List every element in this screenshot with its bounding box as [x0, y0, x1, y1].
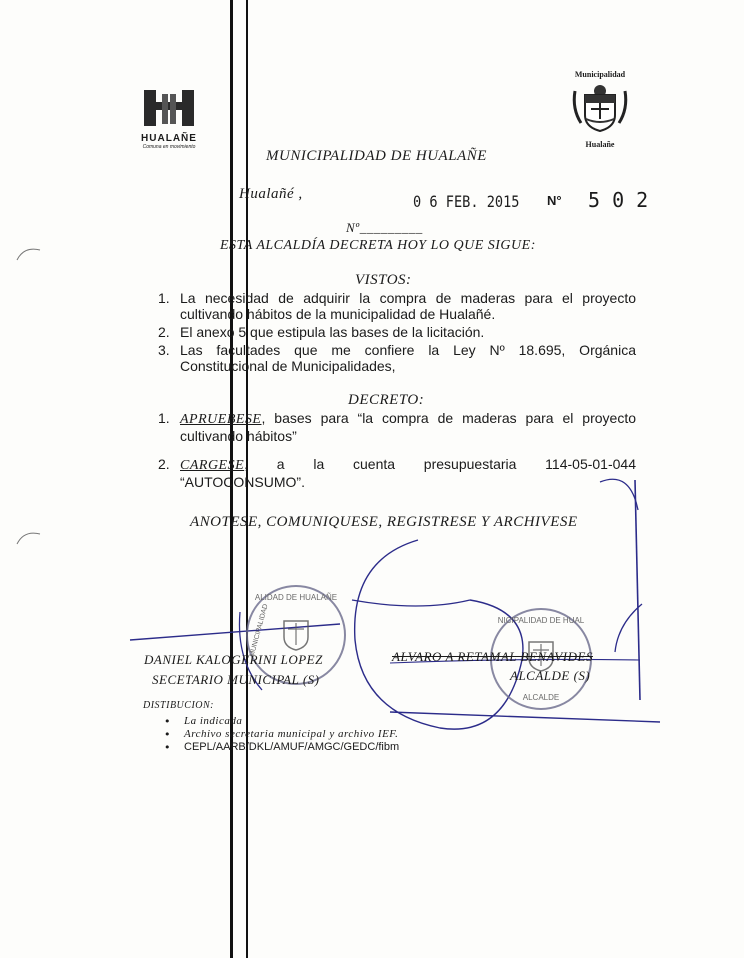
decreto-item-number: 2.: [158, 456, 170, 472]
distribution-list: [160, 715, 399, 754]
distribution-item: • CEPL/AARB/DKL/AMUF/AMGC/GEDC/fibm: [160, 741, 399, 754]
institution-title: MUNICIPALIDAD DE HUALAÑE: [266, 148, 487, 164]
vistos-item-text: La necesidad de adquirir la compra de maderas para el proyecto cultivando hábitos de la municipalidad de Hualañé.: [180, 290, 636, 322]
crest-bottom-text: Hualañe: [585, 140, 615, 149]
vistos-heading: VISTOS:: [355, 272, 412, 288]
mayor-title: ALCALDE (S): [510, 668, 591, 683]
secretary-title: SECETARIO MUNICIPAL (S): [152, 672, 320, 687]
logo-left-text: HUALAÑE: [141, 133, 197, 144]
distribution-heading: DISTIBUCION:: [143, 700, 214, 711]
vistos-item-number: 3.: [158, 342, 170, 358]
decreto-heading: DECRETO:: [348, 392, 425, 408]
seal-left-side-text: MUNICIPALIDAD: [248, 603, 270, 658]
number-mark: N°: [547, 193, 562, 208]
secretary-name: DANIEL KALOGERINI LOPEZ: [144, 652, 323, 667]
vistos-item-text: El anexo 5 que estipula las bases de la licitación.: [180, 324, 485, 340]
vistos-item-number: 2.: [158, 324, 170, 340]
number-stamp: 5 0 2: [588, 188, 649, 212]
place-name: Hualañé ,: [239, 186, 303, 202]
decreto-item-number: 1.: [158, 410, 170, 426]
decreto-item-keyword: CARGESE: [180, 458, 245, 473]
vistos-item-number: 1.: [158, 290, 170, 306]
mayor-name: ALVARO A RETAMAL BENAVIDES: [392, 649, 593, 664]
seal-crest-icon: [280, 617, 312, 651]
date-stamp: 0 6 FEB. 2015: [413, 192, 520, 211]
decreto-item-text: , bases para “la compra de maderas para el proyecto cultivando hábitos”: [180, 410, 636, 444]
seal-right-bottom-text: ALCALDE: [522, 693, 560, 702]
vistos-item-text: Las facultades que me confiere la Ley Nº 18.695, Orgánica Constitucional de Municipalidades,: [180, 342, 636, 374]
logo-left-tagline: Comuna en movimiento: [142, 144, 196, 150]
distribution-item: • Archivo secretaria municipal y archivo IEF.: [160, 728, 399, 741]
decree-number-field: Nº_________: [346, 220, 423, 235]
decreto-item-keyword: APRUEBESE: [180, 412, 262, 427]
seal-right-text: NICIPALIDAD DE HUAL: [497, 616, 585, 625]
crest-top-text: Municipalidad: [574, 70, 626, 79]
seal-left-text: ALIDAD DE HUALAÑE: [254, 593, 338, 602]
distribution-item: • La indicada: [160, 715, 399, 728]
decree-intro: ESTA ALCALDÍA DECRETA HOY LO QUE SIGUE:: [220, 238, 536, 253]
municipal-seal-secretary: [246, 585, 346, 685]
decreto-item-text: , a la cuenta presupuestaria 114-05-01-044 “AUTOCONSUMO”.: [180, 456, 636, 490]
closing-formula: ANOTESE, COMUNIQUESE, REGISTRESE Y ARCHIVESE: [190, 514, 578, 530]
